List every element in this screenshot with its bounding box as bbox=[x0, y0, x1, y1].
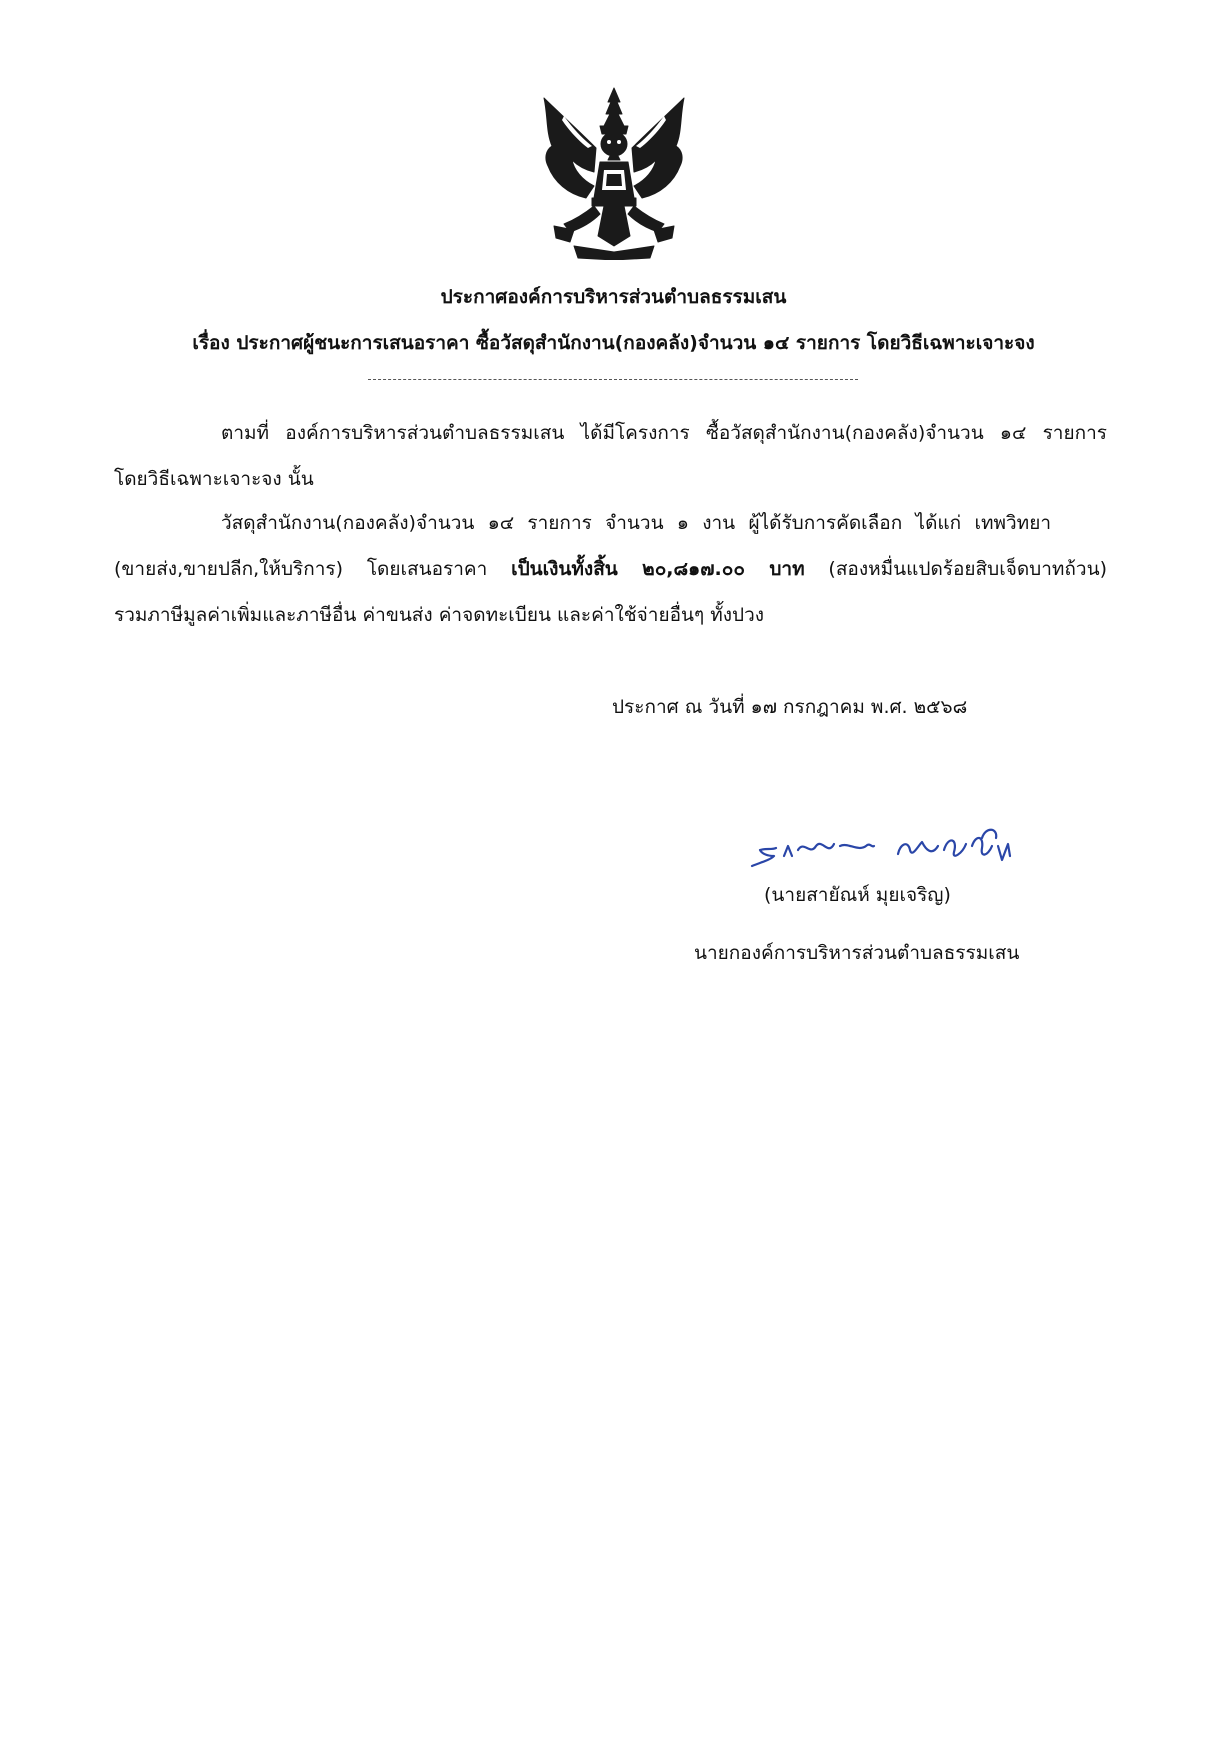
paragraph-2-line-1: วัสดุสำนักงาน(กองคลัง)จำนวน ๑๔ รายการ จำนวน ๑ งาน ผู้ได้รับการคัดเลือก ได้แก่ เทพวิทยา bbox=[221, 512, 1051, 534]
total-amount-text: เป็นเงินทั้งสิ้น ๒๐,๘๑๗.๐๐ บาท bbox=[511, 558, 805, 580]
paragraph-2-line-2-start: (ขายส่ง,ขายปลีก,ให้บริการ) โดยเสนอราคา bbox=[114, 558, 512, 580]
garuda-emblem-icon bbox=[534, 86, 694, 260]
paragraph-1-line-1: ตามที่ องค์การบริหารส่วนตำบลธรรมเสน ได้มีโครงการ ซื้อวัสดุสำนักงาน(กองคลัง)จำนวน ๑๔ รายการ bbox=[221, 422, 1107, 444]
announcement-title: ประกาศองค์การบริหารส่วนตำบลธรรมเสน bbox=[440, 286, 787, 308]
paragraph-2-line-2 bbox=[114, 556, 1107, 582]
signer-name: (นายสายัณห์ มุยเจริญ) bbox=[764, 884, 951, 906]
paragraph-1-line-2: โดยวิธีเฉพาะเจาะจง นั้น bbox=[114, 468, 314, 490]
signer-position: นายกองค์การบริหารส่วนตำบลธรรมเสน bbox=[694, 942, 1020, 964]
paragraph-2-line-3: รวมภาษีมูลค่าเพิ่มและภาษีอื่น ค่าขนส่ง ค่าจดทะเบียน และค่าใช้จ่ายอื่นๆ ทั้งปวง bbox=[114, 604, 765, 626]
separator-rule bbox=[368, 379, 858, 380]
announcement-date: ประกาศ ณ วันที่ ๑๗ กรกฎาคม พ.ศ. ๒๕๖๘ bbox=[612, 696, 968, 718]
paragraph-2-line-2-end: (สองหมื่นแปดร้อยสิบเจ็ดบาทถ้วน) bbox=[804, 558, 1107, 580]
handwritten-signature bbox=[748, 816, 1038, 882]
announcement-subject: เรื่อง ประกาศผู้ชนะการเสนอราคา ซื้อวัสดุสำนักงาน(กองคลัง)จำนวน ๑๔ รายการ โดยวิธีเฉพาะเจาะจง bbox=[192, 332, 1035, 354]
